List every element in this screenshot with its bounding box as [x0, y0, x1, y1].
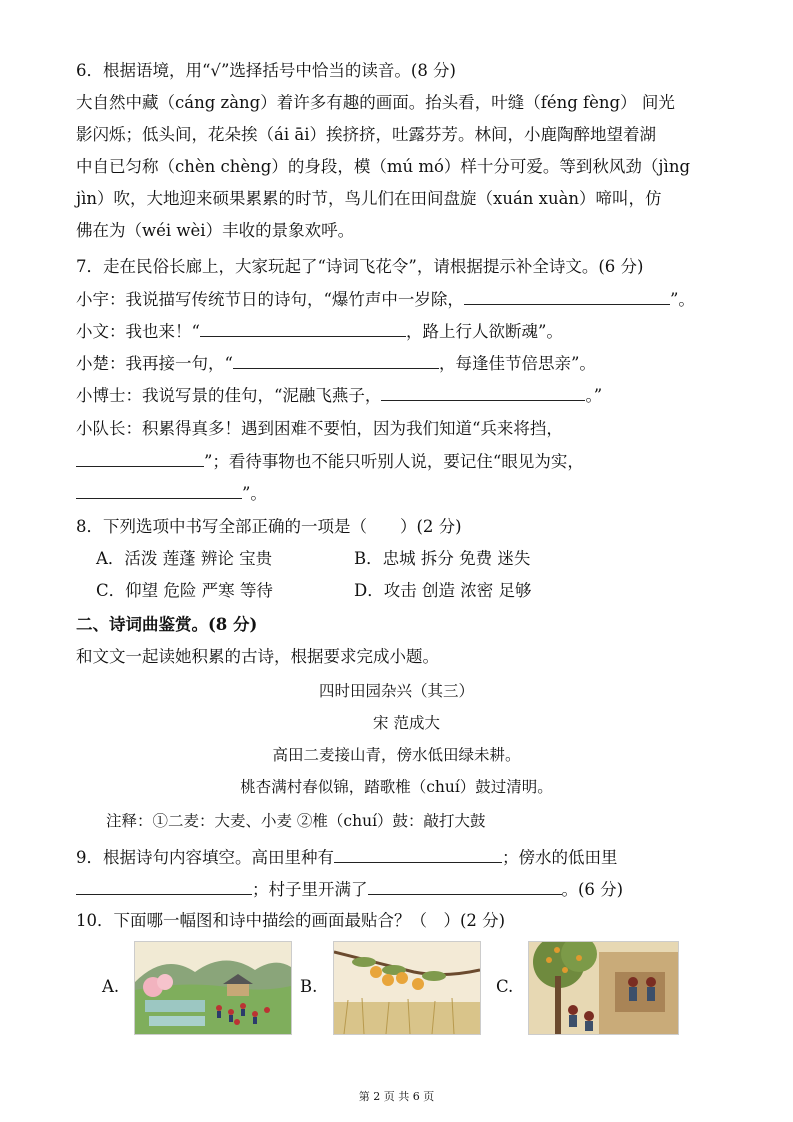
answer-blank[interactable]: [200, 320, 406, 337]
section-heading: 二、诗词曲鉴赏。(8 分): [76, 615, 258, 634]
q10-image-c[interactable]: [528, 941, 679, 1035]
q7-line-4: 小博士：我说写景的佳句，“泥融飞燕子， 。”: [76, 386, 603, 405]
answer-blank[interactable]: [76, 482, 242, 499]
poem-note: 注释：①二麦：大麦、小麦 ②椎（chuí）鼓：敲打大鼓: [106, 812, 486, 830]
q7-title: 7．走在民俗长廊上，大家玩起了“诗词飞花令”，请根据提示补全诗文。(6 分): [76, 257, 644, 276]
q7-line-5: 小队长：积累得真多！遇到困难不要怕，因为我们知道“兵来将挡，: [76, 419, 563, 438]
answer-blank[interactable]: [76, 878, 252, 895]
poem-line-1: 高田二麦接山青，傍水低田绿未耕。: [272, 746, 521, 764]
q10-option-b-label[interactable]: B.: [300, 977, 318, 996]
q7-line-3: 小楚：我再接一句，“ ，每逢佳节倍思亲”。: [76, 354, 596, 373]
q8-option-c[interactable]: C．仰望 危险 严寒 等待: [96, 581, 273, 600]
answer-blank[interactable]: [76, 450, 204, 467]
q8-option-a[interactable]: A．活泼 莲蓬 辨论 宝贵: [96, 549, 273, 568]
q9-line-1: 9．根据诗句内容填空。高田里种有 ；傍水的低田里: [76, 848, 618, 867]
q8-option-d[interactable]: D．攻击 创造 浓密 足够: [354, 581, 532, 600]
q7-line-6: ”；看待事物也不能只听别人说，要记住“眼见为实，: [76, 450, 584, 473]
q6-line-1: 大自然中藏（cáng zàng）着许多有趣的画面。抬头看，叶缝（féng fèng） 间光: [76, 93, 675, 112]
q10-title: 10．下面哪一幅图和诗中描绘的画面最贴合？（ ）(2 分): [76, 911, 506, 930]
q6-title: 6．根据语境，用“√”选择括号中恰当的读音。(8 分): [76, 61, 456, 80]
q10-option-c-label[interactable]: C.: [496, 977, 514, 996]
q10-image-b[interactable]: [333, 941, 481, 1035]
q8-option-b[interactable]: B．忠城 拆分 免费 迷失: [354, 549, 531, 568]
answer-blank[interactable]: [233, 352, 439, 369]
q10-image-a[interactable]: [134, 941, 292, 1035]
answer-blank[interactable]: [381, 384, 585, 401]
answer-blank[interactable]: [334, 846, 502, 863]
answer-blank[interactable]: [368, 878, 562, 895]
q6-line-5: 佛在为（wéi wèi）丰收的景象欢呼。: [76, 221, 355, 240]
q7-line-1: 小宇：我说描写传统节日的诗句，“爆竹声中一岁除， ”。: [76, 290, 695, 309]
q6-line-3: 中自已匀称（chèn chèng）的身段，模（mú mó）样十分可爱。等到秋风劲（jìng: [76, 157, 691, 176]
q7-line-2: 小文：我也来！“ ，路上行人欲断魂”。: [76, 322, 563, 341]
q6-line-2: 影闪烁；低头间，花朵挨（ái āi）挨挤挤，吐露芬芳。林间，小鹿陶醉地望着湖: [76, 125, 656, 144]
q9-line-2: ；村子里开满了 。(6 分): [76, 878, 623, 901]
poem-line-2: 桃杏满村春似锦，踏歌椎（chuí）鼓过清明。: [240, 778, 553, 796]
answer-blank[interactable]: [464, 288, 670, 305]
section-intro: 和文文一起读她积累的古诗，根据要求完成小题。: [76, 647, 439, 666]
poem-author: 宋 范成大: [373, 714, 440, 732]
q7-line-7: ”。: [76, 482, 267, 505]
page-footer: 第 2 页 共 6 页: [358, 1090, 435, 1103]
poem-title: 四时田园杂兴（其三）: [318, 682, 474, 700]
q10-option-a-label[interactable]: A.: [102, 977, 120, 996]
q8-title: 8．下列选项中书写全部正确的一项是（ ）(2 分): [76, 517, 462, 536]
q6-line-4: jìn）吹，大地迎来硕果累累的时节，鸟儿们在田间盘旋（xuán xuàn）啼叫，仿: [76, 189, 662, 208]
